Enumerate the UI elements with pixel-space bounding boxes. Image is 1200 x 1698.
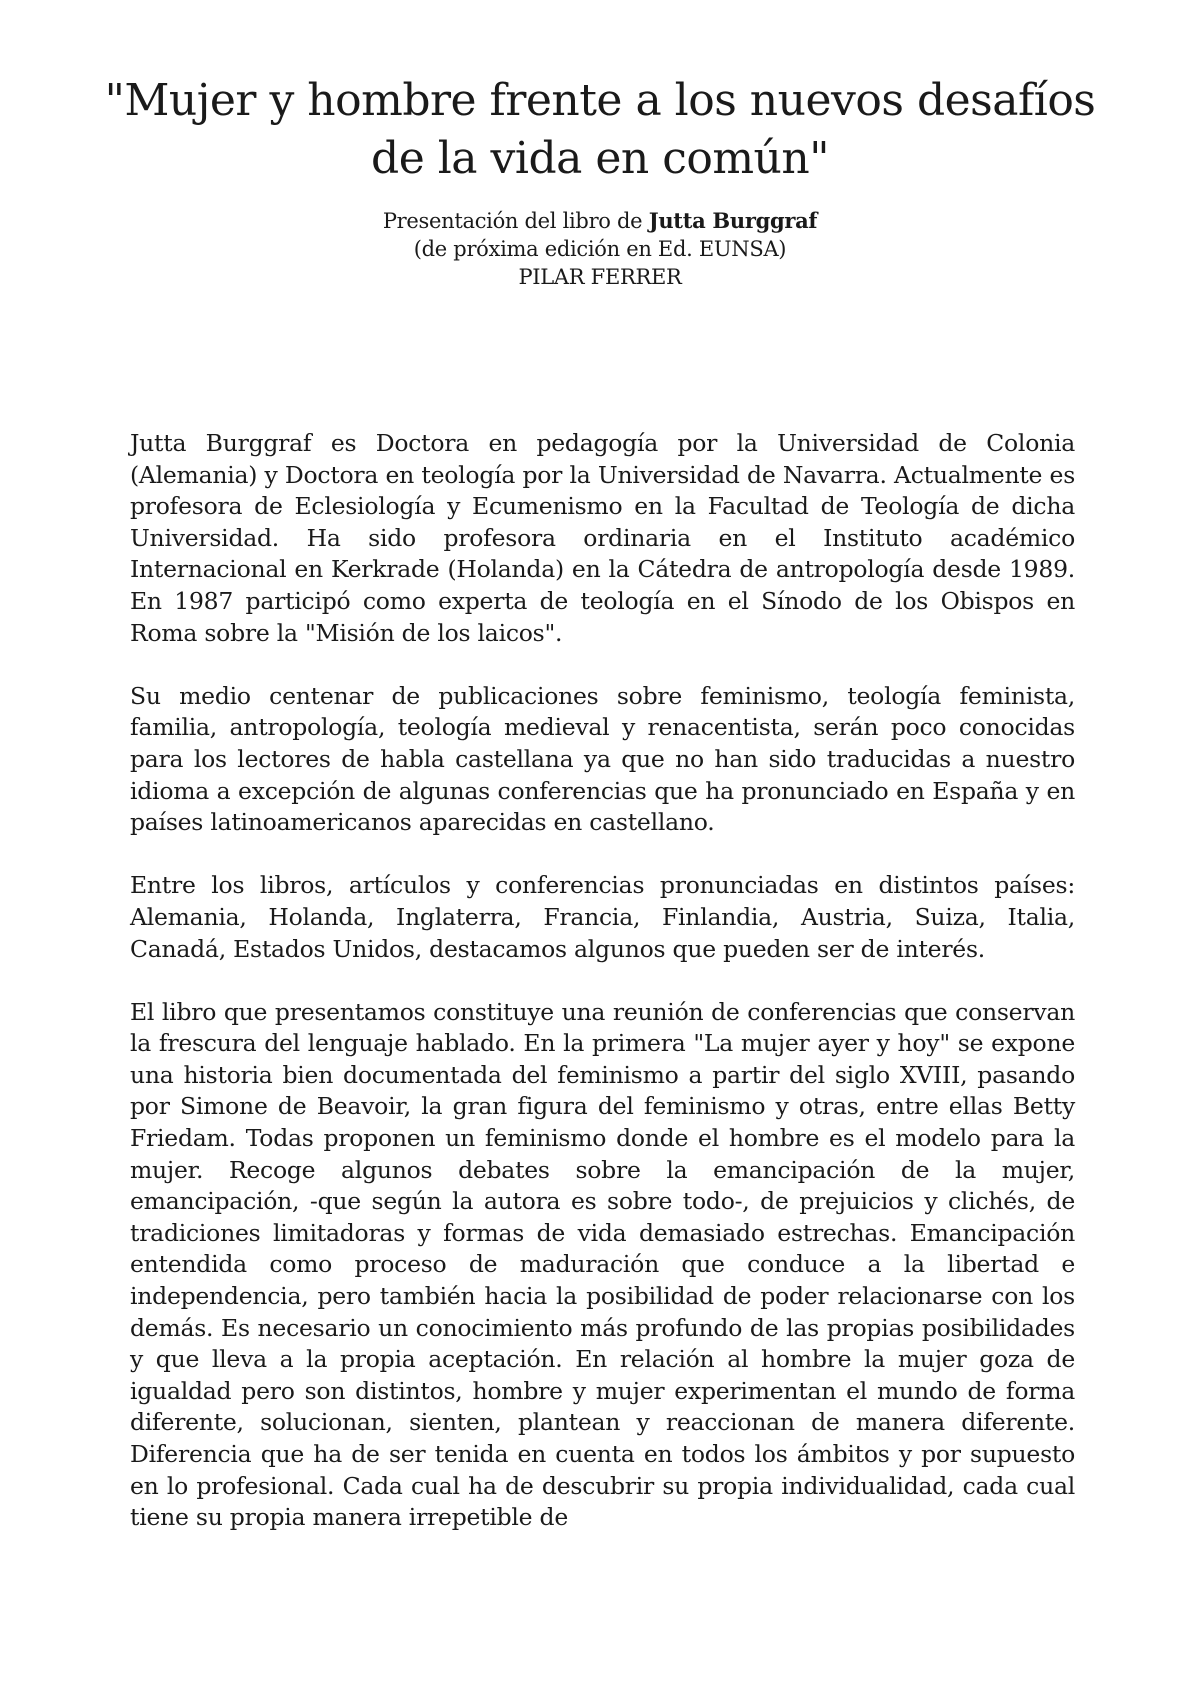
paragraph-book-summary: El libro que presentamos constituye una reunión de conferencias que conservan la frescura del lenguaje hablado. En la primera "La mujer ayer y hoy" se expone una historia bien documentada del feminismo a partir del siglo XVIII, pasando por Simone de Beavoir, la gran figura del feminismo y otras, entre ellas Betty Friedam. Todas proponen un feminismo donde el hombre es el modelo para la mujer. Recoge algunos debates sobre la emancipación de la mujer, emancipación, -que según la autora es sobre todo-, de prejuicios y clichés, de tradiciones limitadoras y formas de vida demasiado estrechas. Emancipación entendida como proceso de maduración que conduce a la libertad e independencia, pero también hacia la posibilidad de poder relacionarse con los demás. Es necesario un conocimiento más profundo de las propias posibilidades y que lleva a la propia aceptación. En relación al hombre la mujer goza de igualdad pero son distintos, hombre y mujer experimentan el mundo de forma diferente, solucionan, sienten, plantean y reaccionan de manera diferente. Diferencia que ha de ser tenida en cuenta en todos los ámbitos y por supuesto en lo profesional. Cada cual ha de descubrir su propia individualidad, cada cual tiene su propia manera irrepetible de [130,997,1075,1532]
author-name: Jutta Burggraf [648,208,818,233]
paragraph-publications: Su medio centenar de publicaciones sobre feminismo, teología feminista, familia, antropología, teología medieval y renacentista, serán poco conocidas para los lectores de habla castellana ya que no han sido traducidas a nuestro idioma a excepción de algunas conferencias que ha pronunciado en España y en países latinoamericanos aparecidas en castellano. [130,681,1075,837]
paragraph-author-bio: Jutta Burggraf es Doctora en pedagogía por la Universidad de Colonia (Alemania) y Doctora en teología por la Universidad de Navarra. Actualmente es profesora de Eclesiología y Ecumenismo en la Facultad de Teología de dicha Universidad. Ha sido profesora ordinaria en el Instituto académico Internacional en Kerkrade (Holanda) en la Cátedra de antropología desde 1989. En 1987 participó como experta de teología en el Sínodo de los Obispos en Roma sobre la "Misión de los laicos". [130,429,1075,647]
subtitle-block [100,207,1100,291]
book-presentation-line [100,207,1100,235]
presenter-name: PILAR FERRER [518,265,682,289]
document-title: "Mujer y hombre frente a los nuevos desafíos de la vida en común" [104,75,1096,184]
presentation-prefix: Presentación del libro de [382,209,649,233]
document-body [130,428,1075,1565]
paragraph-countries: Entre los libros, artículos y conferencias pronunciadas en distintos países: Alemania, Holanda, Inglaterra, Francia, Finlandia, Austria, Suiza, Italia, Canadá, Estados Unidos, destacamos algunos que pueden ser de interés. [130,871,1075,963]
edition-note: (de próxima edición en Ed. EUNSA) [413,237,787,261]
